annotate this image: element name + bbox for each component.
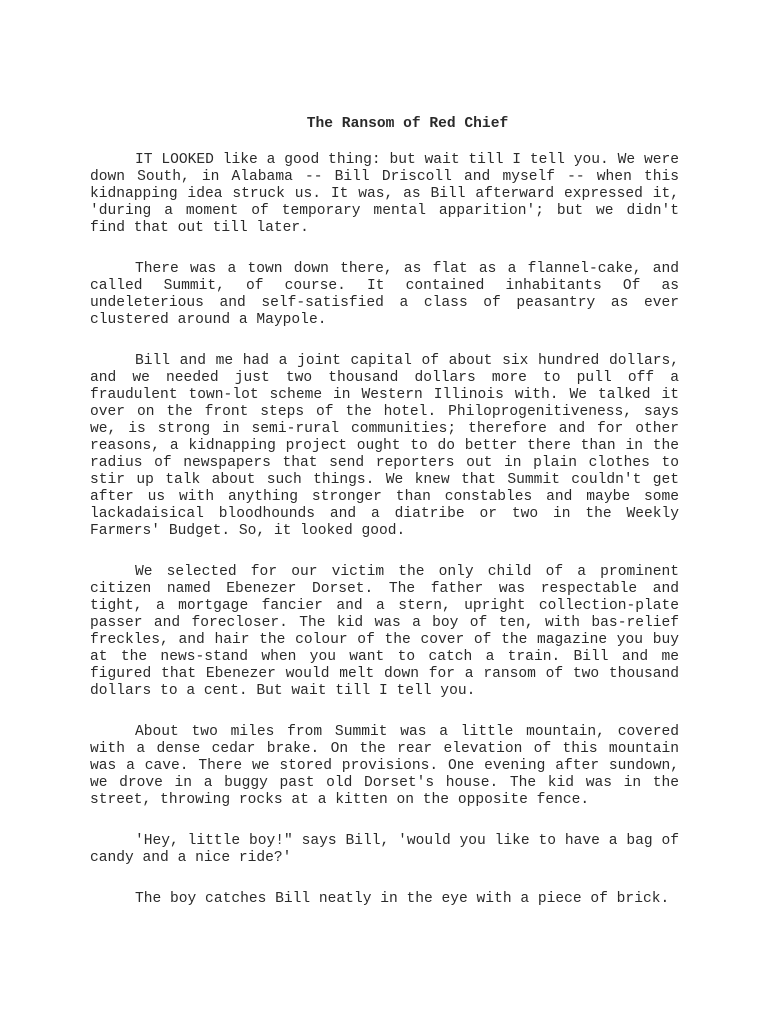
- paragraph: About two miles from Summit was a little mountain, covered with a dense cedar brake. On the rear elevation of this mountain was a cave. There we stored provisions. One evening after sundown, we drove in a buggy past old Dorset's house. The kid was in the street, throwing rocks at a kitten on the opposite fence.: [90, 724, 679, 808]
- paragraph: We selected for our victim the only child of a prominent citizen named Ebenezer Dorset. The father was respectable and tight, a mortgage fancier and a stern, upright collection-plate passer and forecloser. The kid was a boy of ten, with bas-relief freckles, and hair the colour of the cover of the magazine you buy at the news-stand when you want to catch a train. Bill and me figured that Ebenezer would melt down for a ransom of two thousand dollars to a cent. But wait till I tell you.: [90, 564, 679, 699]
- paragraph: Bill and me had a joint capital of about six hundred dollars, and we needed just two thousand dollars more to pull off a fraudulent town-lot scheme in Western Illinois with. We talked it over on the front steps of the hotel. Philoprogenitiveness, says we, is strong in semi-rural communities; therefore and for other reasons, a kidnapping project ought to do better there than in the radius of newspapers that send reporters out in plain clothes to stir up talk about such things. We knew that Summit couldn't get after us with anything stronger than constables and maybe some lackadaisical bloodhounds and a diatribe or two in the Weekly Farmers' Budget. So, it looked good.: [90, 353, 679, 539]
- document-title: The Ransom of Red Chief: [306, 116, 509, 132]
- paragraph: IT LOOKED like a good thing: but wait till I tell you. We were down South, in Alabama -- Bill Driscoll and myself -- when this kidnapping idea struck us. It was, as Bill afterward expressed it, 'during a moment of temporary mental apparition'; but we didn't find that out till later.: [90, 152, 679, 236]
- document-body: [90, 152, 679, 908]
- paragraph: There was a town down there, as flat as a flannel-cake, and called Summit, of course. It contained inhabitants Of as undeleterious and self-satisfied a class of peasantry as ever clustered around a Maypole.: [90, 261, 679, 328]
- paragraph: The boy catches Bill neatly in the eye with a piece of brick.: [135, 891, 670, 907]
- paragraph: 'Hey, little boy!" says Bill, 'would you like to have a bag of candy and a nice ride?': [90, 833, 679, 866]
